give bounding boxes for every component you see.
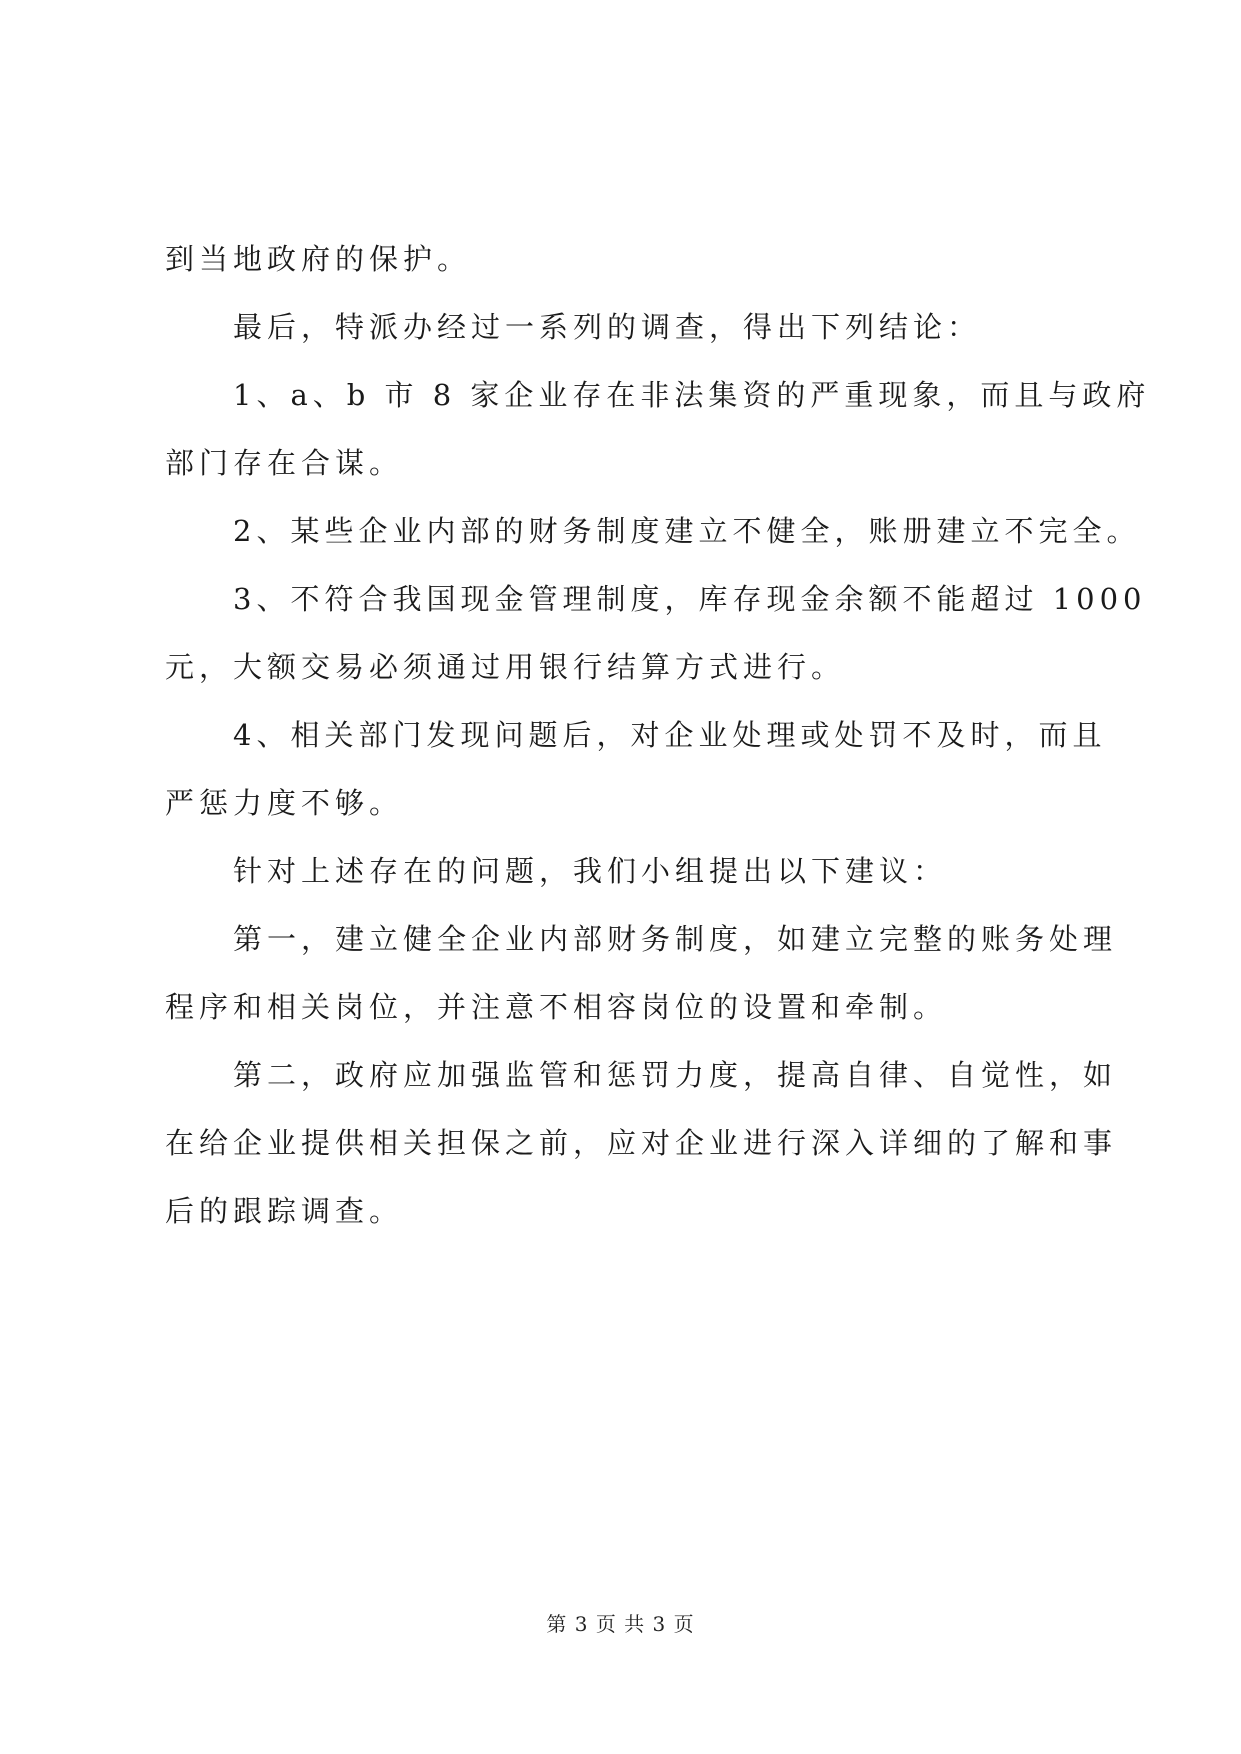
text-line: 在给企业提供相关担保之前，应对企业进行深入详细的了解和事 <box>165 1126 1118 1160</box>
text-line: 后的跟踪调查。 <box>165 1194 404 1228</box>
text-line: 最后，特派办经过一系列的调查，得出下列结论： <box>233 310 982 344</box>
text-line: 2、某些企业内部的财务制度建立不健全，账册建立不完全。 <box>233 514 1141 548</box>
document-body <box>165 225 1151 1245</box>
text-line: 严惩力度不够。 <box>165 786 404 820</box>
page-number-footer: 第 3 页 共 3 页 <box>546 1612 695 1636</box>
text-line: 第一，建立健全企业内部财务制度，如建立完整的账务处理 <box>233 922 1118 956</box>
text-line: 程序和相关岗位，并注意不相容岗位的设置和牵制。 <box>165 990 948 1024</box>
text-line: 4、相关部门发现问题后，对企业处理或处罚不及时，而且 <box>233 718 1107 752</box>
text-line: 第二，政府应加强监管和惩罚力度，提高自律、自觉性，如 <box>233 1058 1118 1092</box>
text-line: 到当地政府的保护。 <box>165 242 472 276</box>
text-line: 部门存在合谋。 <box>165 446 404 480</box>
text-line: 3、不符合我国现金管理制度，库存现金余额不能超过 1000 <box>233 582 1147 616</box>
text-line: 元，大额交易必须通过用银行结算方式进行。 <box>165 650 846 684</box>
text-line: 1、a、b 市 8 家企业存在非法集资的严重现象，而且与政府 <box>233 378 1151 412</box>
text-line: 针对上述存在的问题，我们小组提出以下建议： <box>233 854 948 888</box>
